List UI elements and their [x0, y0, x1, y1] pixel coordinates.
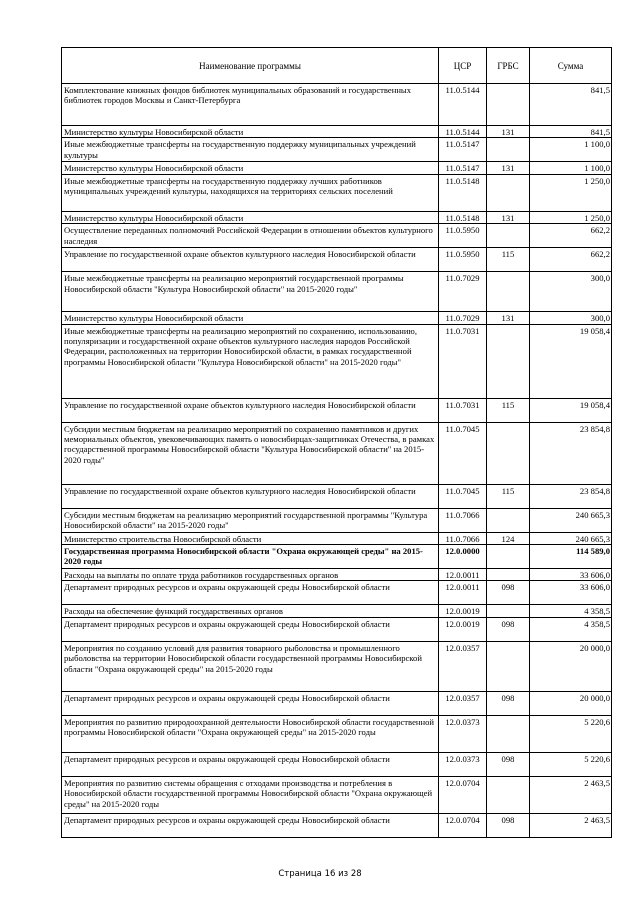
- cell-sum: 5 220,6: [530, 752, 612, 776]
- cell-sum: 4 358,5: [530, 617, 612, 641]
- table-row: [62, 715, 612, 752]
- cell-csr: 12.0.0704: [439, 813, 487, 837]
- table-row: [62, 484, 612, 508]
- cell-sum: 114 589,0: [530, 545, 612, 569]
- cell-grbs: [487, 224, 530, 248]
- budget-table: [61, 47, 612, 838]
- cell-sum: 20 000,0: [530, 641, 612, 691]
- cell-csr: 11.0.7045: [439, 484, 487, 508]
- cell-program-name: Осуществление переданных полномочий Российской Федерации в отношении объектов культурного наследия: [62, 224, 439, 248]
- table-body: [62, 84, 612, 838]
- cell-csr: 11.0.7029: [439, 312, 487, 324]
- cell-grbs: 131: [487, 312, 530, 324]
- cell-program-name: Расходы на обеспечение функций государственных органов: [62, 605, 439, 617]
- cell-grbs: [487, 422, 530, 484]
- table-row: [62, 581, 612, 605]
- cell-program-name: Министерство культуры Новосибирской области: [62, 211, 439, 223]
- cell-sum: 300,0: [530, 312, 612, 324]
- cell-program-name: Государственная программа Новосибирской области "Охрана окружающей среды" на 2015-2020 годы: [62, 545, 439, 569]
- cell-program-name: Мероприятия по развитию природоохранной деятельности Новосибирской области государственной программы Новосибирской области "Охрана окружающей среды" на 2015-2020 годы: [62, 715, 439, 752]
- cell-csr: 11.0.7029: [439, 272, 487, 312]
- cell-program-name: Комплектование книжных фондов библиотек муниципальных образований и государственных библиотек городов Москвы и Санкт-Петербурга: [62, 84, 439, 126]
- cell-sum: 841,5: [530, 84, 612, 126]
- cell-grbs: 131: [487, 211, 530, 223]
- table-row: [62, 138, 612, 162]
- cell-csr: 11.0.7031: [439, 398, 487, 422]
- cell-program-name: Субсидии местным бюджетам на реализацию мероприятий государственной программы "Культура Новосибирской области" на 2015-2020 годы": [62, 508, 439, 532]
- cell-csr: 12.0.0011: [439, 569, 487, 581]
- cell-grbs: 115: [487, 248, 530, 272]
- cell-sum: 19 058,4: [530, 324, 612, 398]
- table-row: [62, 248, 612, 272]
- cell-csr: 11.0.7066: [439, 532, 487, 544]
- cell-grbs: [487, 641, 530, 691]
- cell-grbs: [487, 605, 530, 617]
- table-row: [62, 776, 612, 813]
- budget-table-container: [61, 47, 611, 838]
- cell-program-name: Иные межбюджетные трансферты на государственную поддержку муниципальных учреждений культуры: [62, 138, 439, 162]
- cell-csr: 12.0.0019: [439, 617, 487, 641]
- table-row: [62, 813, 612, 837]
- cell-sum: 20 000,0: [530, 691, 612, 715]
- cell-sum: 4 358,5: [530, 605, 612, 617]
- table-row: [62, 617, 612, 641]
- table-row: [62, 84, 612, 126]
- table-row: [62, 324, 612, 398]
- cell-sum: 23 854,8: [530, 484, 612, 508]
- cell-csr: 11.0.5148: [439, 174, 487, 211]
- cell-program-name: Министерство строительства Новосибирской области: [62, 532, 439, 544]
- cell-sum: 33 606,0: [530, 569, 612, 581]
- header-program-name: Наименование программы: [62, 48, 439, 84]
- cell-csr: 11.0.5950: [439, 224, 487, 248]
- cell-program-name: Департамент природных ресурсов и охраны окружающей среды Новосибирской области: [62, 752, 439, 776]
- cell-csr: 11.0.5144: [439, 126, 487, 138]
- table-row: [62, 422, 612, 484]
- cell-grbs: [487, 569, 530, 581]
- cell-csr: 12.0.0373: [439, 752, 487, 776]
- cell-program-name: Министерство культуры Новосибирской области: [62, 162, 439, 174]
- cell-sum: 662,2: [530, 224, 612, 248]
- cell-sum: 1 100,0: [530, 162, 612, 174]
- table-row: [62, 126, 612, 138]
- table-row: [62, 691, 612, 715]
- cell-grbs: [487, 174, 530, 211]
- table-row: [62, 312, 612, 324]
- cell-program-name: Департамент природных ресурсов и охраны окружающей среды Новосибирской области: [62, 691, 439, 715]
- cell-grbs: 098: [487, 813, 530, 837]
- table-row: [62, 545, 612, 569]
- cell-sum: 662,2: [530, 248, 612, 272]
- table-row: [62, 605, 612, 617]
- cell-grbs: [487, 715, 530, 752]
- cell-csr: 11.0.5147: [439, 162, 487, 174]
- cell-grbs: 098: [487, 691, 530, 715]
- cell-program-name: Субсидии местным бюджетам на реализацию мероприятий по сохранению памятников и других мемориальных объектов, увековечивающих память о новосибирцах-защитниках Отечества, в рамках государственной программы Новосибирской области "Культура Новосибирской области" на 2015-2020 годы": [62, 422, 439, 484]
- cell-grbs: 098: [487, 581, 530, 605]
- cell-sum: 19 058,4: [530, 398, 612, 422]
- table-header-row: [62, 48, 612, 84]
- cell-grbs: [487, 324, 530, 398]
- cell-sum: 5 220,6: [530, 715, 612, 752]
- table-row: [62, 532, 612, 544]
- table-row: [62, 569, 612, 581]
- cell-csr: 11.0.7031: [439, 324, 487, 398]
- cell-sum: 2 463,5: [530, 813, 612, 837]
- cell-program-name: Расходы на выплаты по оплате труда работников государственных органов: [62, 569, 439, 581]
- cell-grbs: 115: [487, 484, 530, 508]
- cell-csr: 12.0.0357: [439, 641, 487, 691]
- cell-csr: 11.0.5148: [439, 211, 487, 223]
- cell-csr: 12.0.0357: [439, 691, 487, 715]
- cell-program-name: Мероприятия по созданию условий для развития товарного рыболовства и промышленного рыболовства на территории Новосибирской области государственной программы Новосибирской области "Охрана окружающей среды" на 2015-2020 годы: [62, 641, 439, 691]
- table-row: [62, 641, 612, 691]
- cell-sum: 33 606,0: [530, 581, 612, 605]
- header-grbs: ГРБС: [487, 48, 530, 84]
- cell-grbs: [487, 138, 530, 162]
- cell-csr: 11.0.7066: [439, 508, 487, 532]
- cell-grbs: 131: [487, 126, 530, 138]
- cell-sum: 1 250,0: [530, 211, 612, 223]
- cell-sum: 841,5: [530, 126, 612, 138]
- cell-grbs: 098: [487, 617, 530, 641]
- cell-sum: 2 463,5: [530, 776, 612, 813]
- cell-csr: 12.0.0373: [439, 715, 487, 752]
- cell-program-name: Министерство культуры Новосибирской области: [62, 126, 439, 138]
- table-row: [62, 224, 612, 248]
- cell-program-name: Министерство культуры Новосибирской области: [62, 312, 439, 324]
- cell-sum: 240 665,3: [530, 532, 612, 544]
- cell-program-name: Управление по государственной охране объектов культурного наследия Новосибирской области: [62, 248, 439, 272]
- cell-program-name: Департамент природных ресурсов и охраны окружающей среды Новосибирской области: [62, 581, 439, 605]
- cell-grbs: [487, 84, 530, 126]
- cell-sum: 240 665,3: [530, 508, 612, 532]
- cell-grbs: [487, 508, 530, 532]
- page-number: Страница 16 из 28: [278, 869, 362, 879]
- cell-program-name: Иные межбюджетные трансферты на реализацию мероприятий по сохранению, использованию, популяризации и государственной охране объектов культурного наследия народов Российской Федерации, расположенных на территории Новосибирской области, в рамках государственной программы Новосибирской области "Культура Новосибирской области" на 2015-2020 годы": [62, 324, 439, 398]
- cell-sum: 300,0: [530, 272, 612, 312]
- cell-sum: 23 854,8: [530, 422, 612, 484]
- table-row: [62, 162, 612, 174]
- cell-program-name: Департамент природных ресурсов и охраны окружающей среды Новосибирской области: [62, 617, 439, 641]
- cell-program-name: Управление по государственной охране объектов культурного наследия Новосибирской области: [62, 398, 439, 422]
- cell-sum: 1 100,0: [530, 138, 612, 162]
- cell-sum: 1 250,0: [530, 174, 612, 211]
- cell-grbs: 131: [487, 162, 530, 174]
- cell-program-name: Иные межбюджетные трансферты на реализацию мероприятий государственной программы Новосибирской области "Культура Новосибирской области" на 2015-2020 годы": [62, 272, 439, 312]
- table-row: [62, 398, 612, 422]
- cell-program-name: Мероприятия по развитию системы обращения с отходами производства и потребления в Новосибирской области государственной программы Новосибирской области "Охрана окружающей среды" на 2015-2020 годы: [62, 776, 439, 813]
- cell-csr: 12.0.0704: [439, 776, 487, 813]
- cell-program-name: Департамент природных ресурсов и охраны окружающей среды Новосибирской области: [62, 813, 439, 837]
- header-csr: ЦСР: [439, 48, 487, 84]
- cell-csr: 11.0.7045: [439, 422, 487, 484]
- cell-csr: 11.0.5950: [439, 248, 487, 272]
- table-row: [62, 174, 612, 211]
- header-sum: Сумма: [530, 48, 612, 84]
- cell-csr: 12.0.0011: [439, 581, 487, 605]
- cell-grbs: 115: [487, 398, 530, 422]
- table-row: [62, 272, 612, 312]
- cell-csr: 12.0.0000: [439, 545, 487, 569]
- cell-program-name: Иные межбюджетные трансферты на государственную поддержку лучших работников муниципальных учреждений культуры, находящихся на территориях сельских поселений: [62, 174, 439, 211]
- cell-program-name: Управление по государственной охране объектов культурного наследия Новосибирской области: [62, 484, 439, 508]
- table-row: [62, 508, 612, 532]
- cell-grbs: [487, 776, 530, 813]
- cell-csr: 12.0.0019: [439, 605, 487, 617]
- cell-grbs: [487, 545, 530, 569]
- table-row: [62, 211, 612, 223]
- cell-csr: 11.0.5144: [439, 84, 487, 126]
- cell-csr: 11.0.5147: [439, 138, 487, 162]
- cell-grbs: 124: [487, 532, 530, 544]
- cell-grbs: 098: [487, 752, 530, 776]
- cell-grbs: [487, 272, 530, 312]
- table-row: [62, 752, 612, 776]
